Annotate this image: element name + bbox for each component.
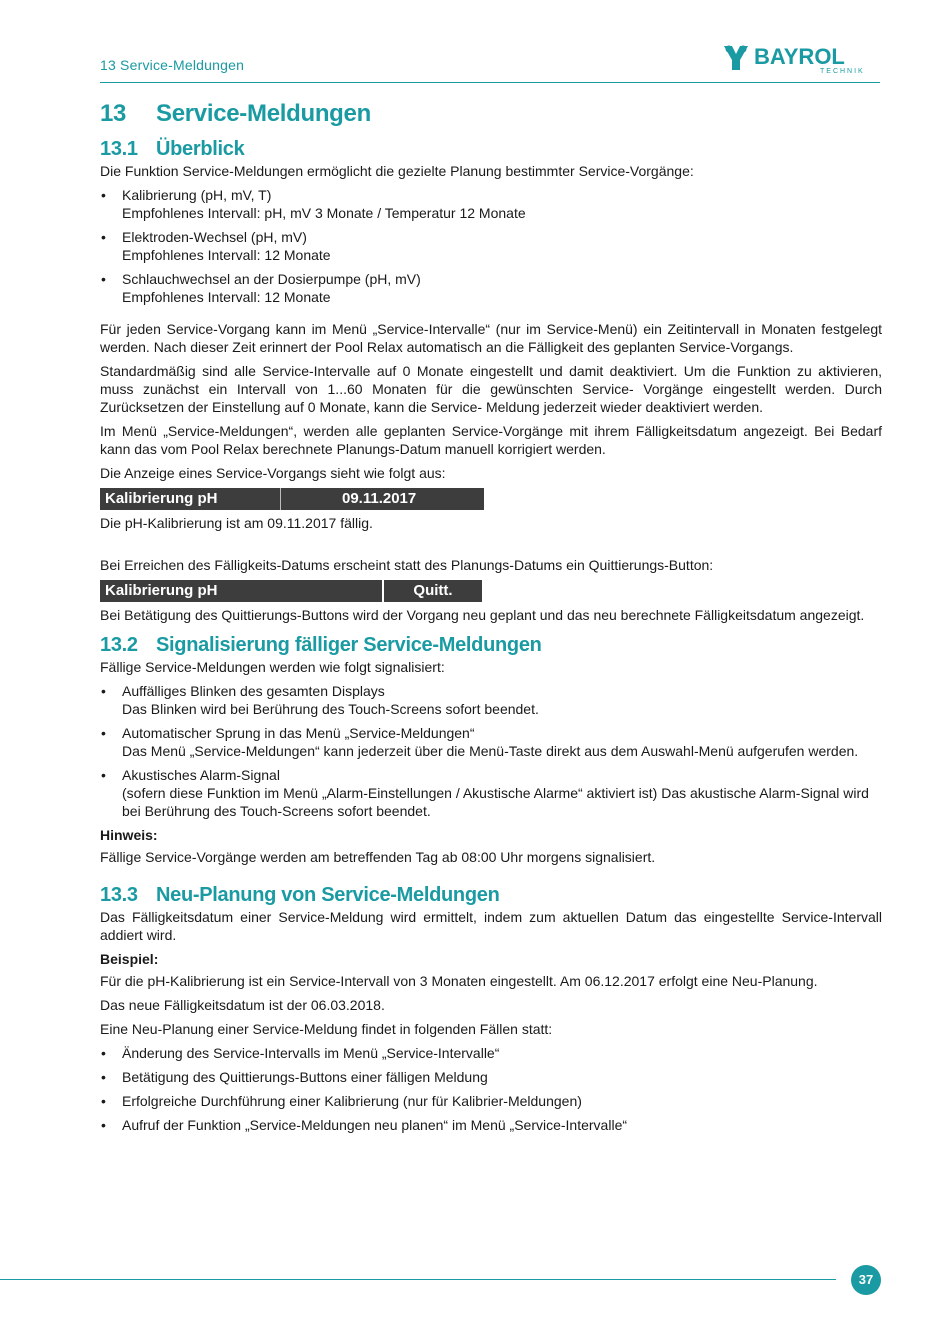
bar-divider [280, 488, 281, 510]
paragraph: Die pH-Kalibrierung ist am 09.11.2017 fällig. [100, 515, 373, 531]
service-label: Kalibrierung pH [105, 490, 218, 507]
section-heading-replanning [100, 882, 882, 908]
list-item [100, 186, 882, 222]
example-label: Beispiel: [100, 951, 159, 967]
page-header [100, 44, 880, 82]
service-status-bar [100, 488, 484, 510]
list-item [100, 228, 882, 264]
paragraph: Im Menü „Service-Meldungen“, werden alle geplanten Service-Vorgänge mit ihrem Fälligkeitsdatum angezeigt. Bei Bedarf kann das vom Pool Relax berechnete Planungs-Datum manuell korrigiert werden. [100, 423, 882, 457]
section-title: Neu-Planung von Service-Meldungen [156, 884, 500, 906]
service-list [100, 186, 882, 306]
bayrol-logo [720, 40, 880, 76]
paragraph: Standardmäßig sind alle Service-Intervalle auf 0 Monate eingestellt und damit deaktiviert. Um die Funktion zu aktivieren, muss zunächst ein Intervall von 1...60 Monaten für die gewünschten Service- Vorgänge eingestellt werden. Durch Zurücksetzen der Einstellung auf 0 Monate, kann die Service- Meldung jederzeit wieder deaktiviert werden. [100, 363, 882, 415]
list-item [100, 682, 882, 718]
list-item [100, 270, 882, 306]
quitt-button[interactable] [384, 580, 482, 602]
paragraph: Fällige Service-Vorgänge werden am betreffenden Tag ab 08:00 Uhr morgens signalisiert. [100, 849, 656, 865]
paragraph: Für die pH-Kalibrierung ist ein Service-Intervall von 3 Monaten eingestellt. Am 06.12.2017 erfolgt eine Neu-Planung. [100, 973, 818, 989]
service-status-bar-due [100, 580, 382, 602]
paragraph: Das Fälligkeitsdatum einer Service-Meldung wird ermittelt, indem zum aktuellen Datum das eingestellte Service-Intervall addiert wird. [100, 909, 882, 943]
svg-text:BAYROL: BAYROL [754, 44, 845, 69]
chapter-heading [100, 98, 882, 130]
paragraph: Bei Erreichen des Fälligkeits-Datums erscheint statt des Planungs-Datums ein Quittierungs-Button: [100, 557, 714, 573]
list-item-detail: Empfohlenes Intervall: pH, mV 3 Monate / Temperatur 12 Monate [122, 205, 526, 221]
section-heading-signaling [100, 632, 882, 658]
list-item-title: • Auffälliges Blinken des gesamten Displays [122, 683, 385, 699]
quitt-button-label: Quitt. [413, 582, 453, 599]
list-item-title: • Automatischer Sprung in das Menü „Service-Meldungen“ [122, 725, 475, 741]
list-item-detail: Empfohlenes Intervall: 12 Monate [122, 247, 331, 263]
section-number: 13.2 [100, 634, 138, 656]
list-item: • Betätigung des Quittierungs-Buttons einer fälligen Meldung [100, 1068, 882, 1086]
list-item-detail: Das Menü „Service-Meldungen“ kann jederzeit über die Menü-Taste direkt aus dem Auswahl-Menü aufgerufen werden. [122, 743, 859, 759]
paragraph: Die Funktion Service-Meldungen ermöglicht die gezielte Planung bestimmter Service-Vorgänge: [100, 163, 694, 179]
page-number: 37 [851, 1265, 881, 1295]
list-item-title: • Akustisches Alarm-Signal [122, 767, 280, 783]
note-label: Hinweis: [100, 827, 158, 843]
list-item: • Änderung des Service-Intervalls im Menü „Service-Intervalle“ [100, 1044, 882, 1062]
service-label: Kalibrierung pH [105, 582, 218, 599]
paragraph: Fällige Service-Meldungen werden wie folgt signalisiert: [100, 659, 445, 675]
list-item [100, 766, 882, 820]
paragraph: Eine Neu-Planung einer Service-Meldung findet in folgenden Fällen statt: [100, 1021, 553, 1037]
list-item-title: • Schlauchwechsel an der Dosierpumpe (pH, mV) [122, 271, 421, 287]
footer-rule [0, 1279, 836, 1280]
header-rule [100, 82, 880, 83]
list-item: • Aufruf der Funktion „Service-Meldungen neu planen“ im Menü „Service-Intervalle“ [100, 1116, 882, 1134]
chapter-title: Service-Meldungen [156, 100, 371, 127]
svg-text:TECHNIK: TECHNIK [820, 68, 865, 75]
chapter-number: 13 [100, 100, 127, 127]
service-date: 09.11.2017 [342, 490, 417, 507]
list-item-title: • Kalibrierung (pH, mV, T) [122, 187, 272, 203]
paragraph: Bei Betätigung des Quittierungs-Buttons wird der Vorgang neu geplant und das neu berechnete Fälligkeitsdatum angezeigt. [100, 607, 865, 623]
list-item: • Erfolgreiche Durchführung einer Kalibrierung (nur für Kalibrier-Meldungen) [100, 1092, 882, 1110]
signal-list [100, 682, 882, 820]
paragraph: Das neue Fälligkeitsdatum ist der 06.03.2018. [100, 997, 385, 1013]
section-number: 13.3 [100, 884, 138, 906]
paragraph: Für jeden Service-Vorgang kann im Menü „Service-Intervalle“ (nur im Service-Menü) ein Zeitintervall in Monaten festgelegt werden. Nach dieser Zeit erinnert der Pool Relax automatisch an die Fälligkeit des geplanten Service-Vorgangs. [100, 321, 882, 355]
list-item-detail: Das Blinken wird bei Berührung des Touch-Screens sofort beendet. [122, 701, 539, 717]
page-content [100, 98, 882, 1140]
section-number: 13.1 [100, 138, 138, 160]
list-item-detail: (sofern diese Funktion im Menü „Alarm-Einstellungen / Akustische Alarme“ aktiviert ist) Das akustische Alarm-Signal wird bei Berührung des Touch-Screens sofort beendet. [122, 785, 869, 819]
section-title: Signalisierung fälliger Service-Meldungen [156, 634, 542, 656]
list-item [100, 724, 882, 760]
header-chapter: 13 Service-Meldungen [100, 57, 245, 73]
replanning-list [100, 1044, 882, 1134]
list-item-title: • Elektroden-Wechsel (pH, mV) [122, 229, 307, 245]
section-heading-overview [100, 136, 882, 162]
section-title: Überblick [156, 138, 245, 160]
list-item-detail: Empfohlenes Intervall: 12 Monate [122, 289, 331, 305]
paragraph: Die Anzeige eines Service-Vorgangs sieht wie folgt aus: [100, 465, 446, 481]
